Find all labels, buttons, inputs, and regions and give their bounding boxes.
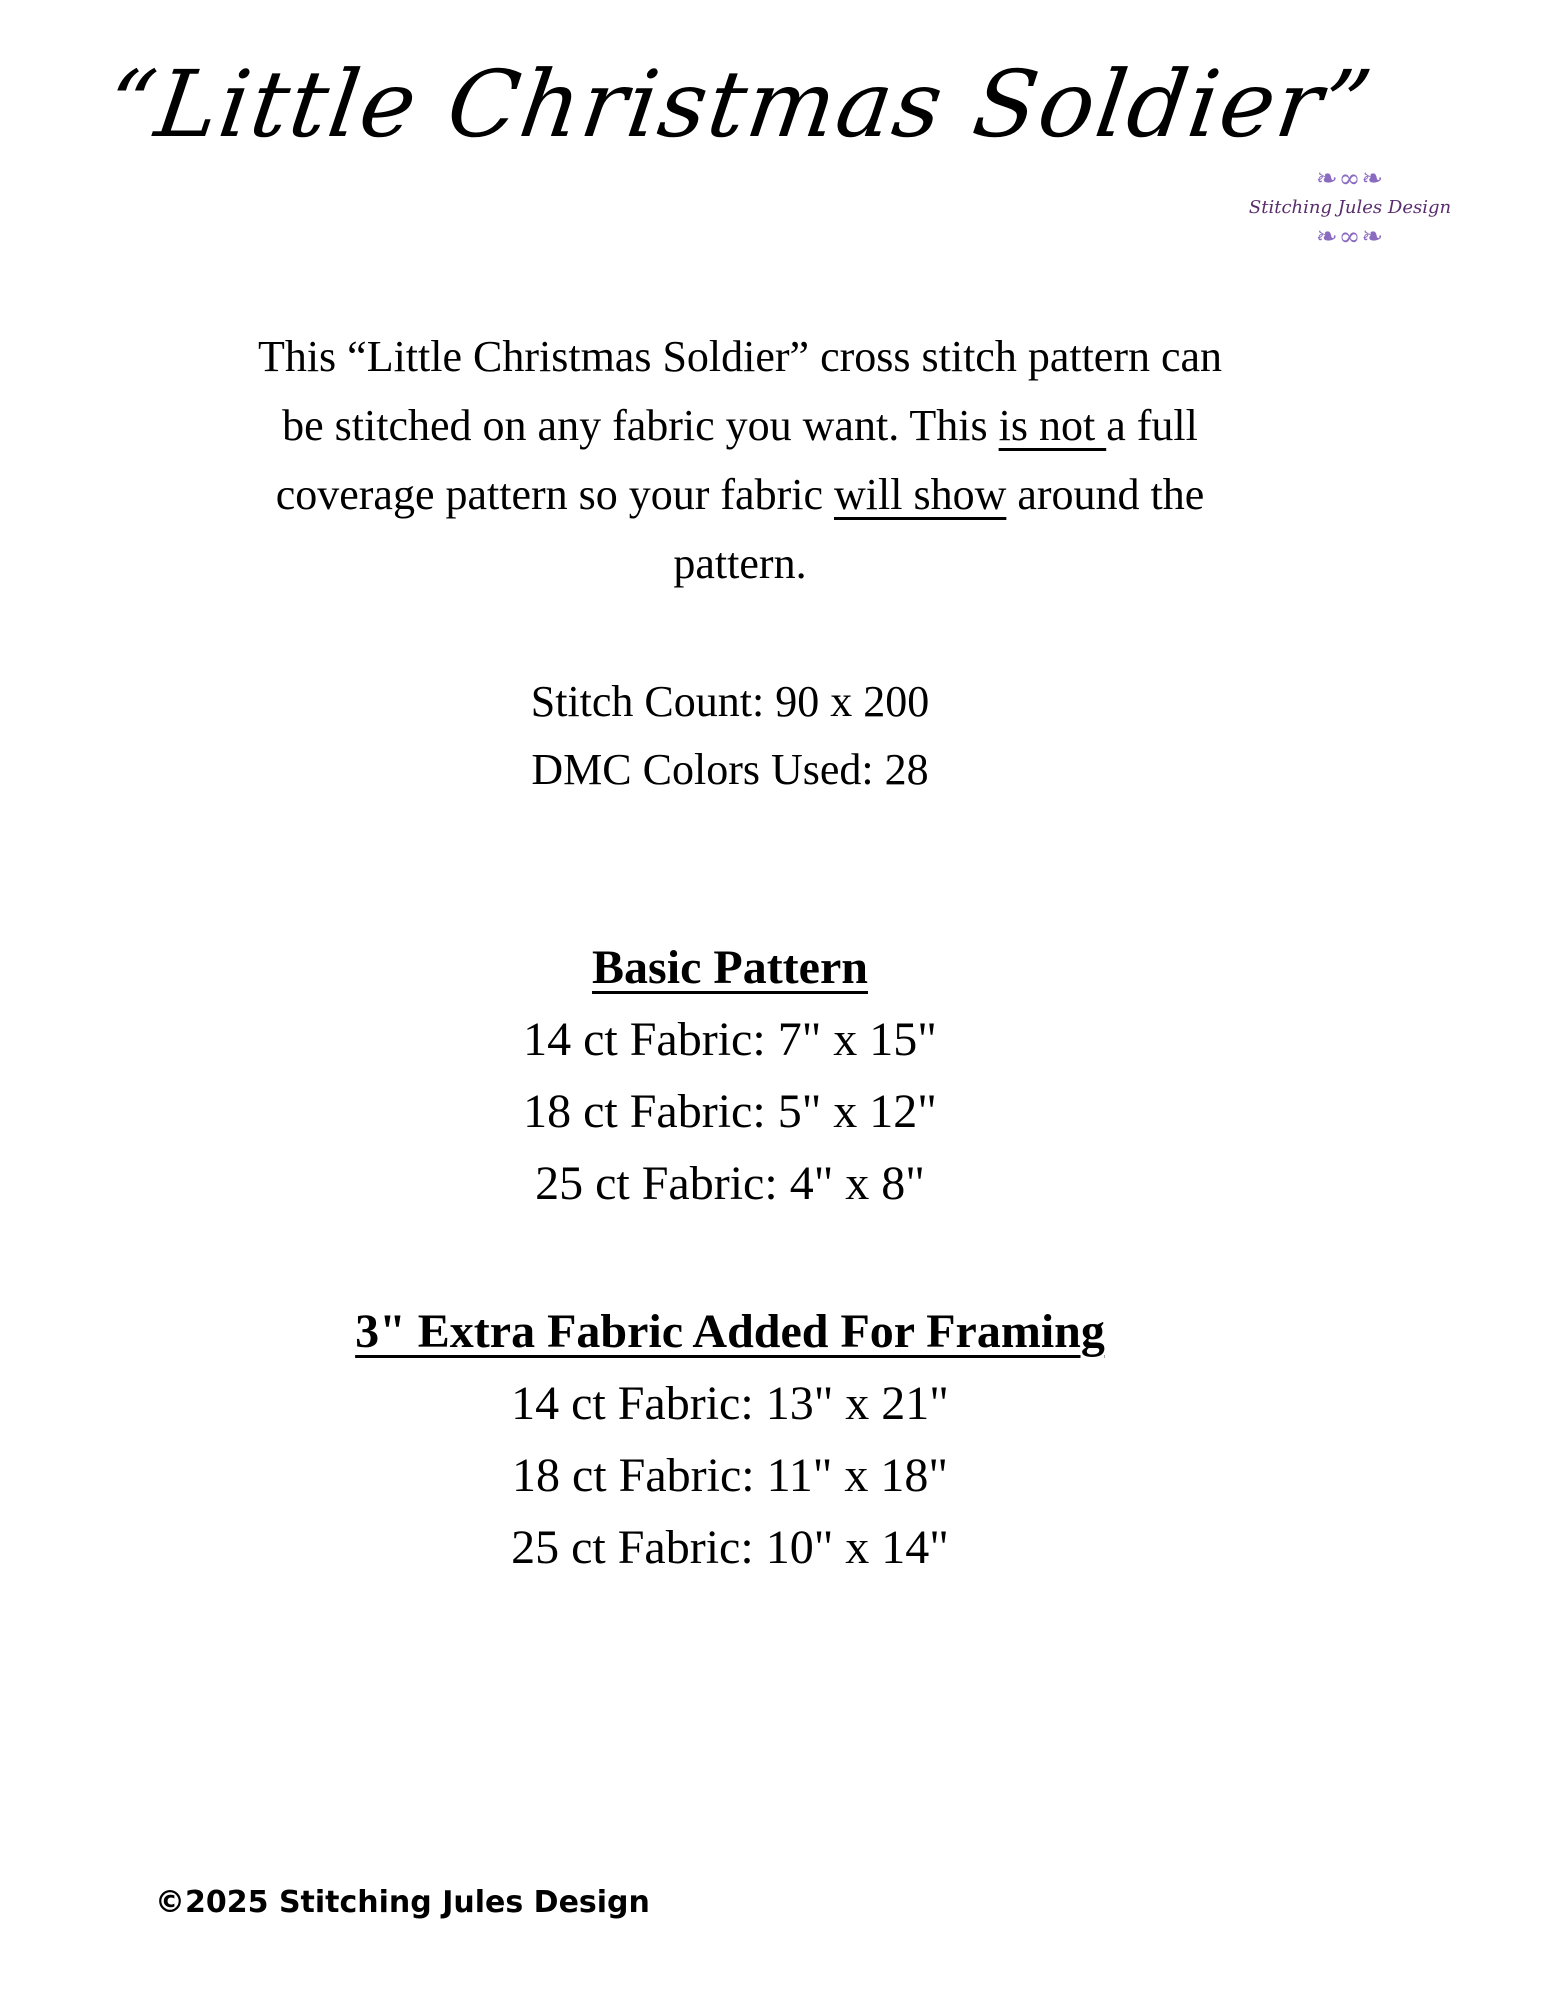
intro-line-1: This “Little Christmas Soldier” cross stitch pattern can: [257, 332, 1223, 381]
intro-paragraph: [160, 322, 1320, 598]
fabric-size-row: 18 ct Fabric: 5" x 12": [523, 1085, 937, 1138]
intro-text: coverage pattern so your fabric: [275, 470, 834, 519]
fabric-size-row: 18 ct Fabric: 11" x 18": [511, 1449, 948, 1502]
page-title: “Little Christmas Soldier”: [100, 51, 1380, 158]
logo-name: Stitching Jules Design: [1248, 197, 1452, 218]
intro-line-3: [160, 460, 1320, 529]
pattern-stats: [0, 668, 1460, 804]
intro-text: around the: [1006, 470, 1205, 519]
fabric-size-row: 14 ct Fabric: 7" x 15": [523, 1013, 937, 1066]
intro-text: be stitched on any fabric you want. This: [282, 401, 999, 450]
intro-text: a full: [1106, 401, 1198, 450]
swirl-ornament-bottom-icon: ❧∞❧: [1315, 222, 1385, 252]
fabric-size-row: 25 ct Fabric: 4" x 8": [535, 1157, 925, 1210]
stitch-count: Stitch Count: 90 x 200: [530, 677, 930, 726]
dmc-colors-used: DMC Colors Used: 28: [531, 745, 929, 794]
section-heading: Basic Pattern: [592, 941, 868, 994]
intro-line-4: pattern.: [673, 539, 807, 588]
framing-section: [0, 1296, 1460, 1584]
fabric-size-row: 14 ct Fabric: 13" x 21": [511, 1377, 949, 1430]
emphasis-is-not: is not: [998, 401, 1107, 450]
basic-pattern-section: [0, 932, 1460, 1220]
emphasis-will-show: will show: [834, 470, 1007, 519]
intro-line-2: [160, 391, 1320, 460]
swirl-ornament-top-icon: ❧∞❧: [1315, 164, 1385, 194]
brand-logo: [1245, 165, 1455, 285]
fabric-size-row: 25 ct Fabric: 10" x 14": [511, 1521, 949, 1574]
section-heading: 3" Extra Fabric Added For Framing: [355, 1305, 1105, 1358]
copyright-footer: ©2025 Stitching Jules Design: [155, 1885, 650, 1920]
